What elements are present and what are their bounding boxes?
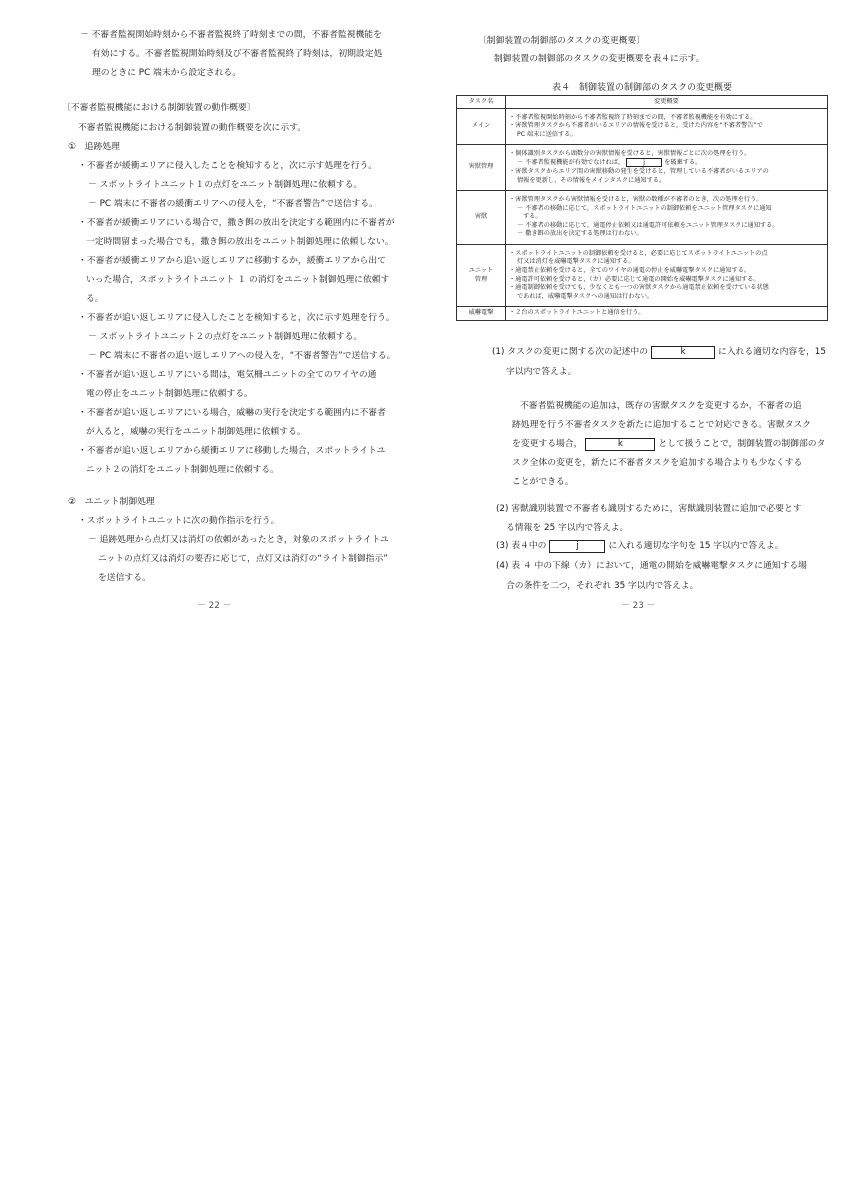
desc-text: － 不審者監視機能が有効でなければ， bbox=[517, 159, 625, 167]
desc-line: ・害獣管理タスクから害獣情報を受けると，害獣の数種が不審者のとき，次の処理を行う。 bbox=[509, 196, 763, 204]
task-description bbox=[506, 307, 828, 321]
question-4-line: 合の条件を二つ，それぞれ 35 字以内で答えよ。 bbox=[506, 581, 699, 591]
desc-line: ・不審者監視開始時刻から不審者監視終了時刻までの間，不審者監視機能を有効にする。 bbox=[509, 113, 757, 121]
desc-line: ・個体識別タスクから頭数分の害獣情報を受けると，害獣情報ごとに次の処理を行う。 bbox=[509, 149, 751, 157]
question-text: に入れる適切な内容を，15 bbox=[718, 347, 826, 357]
desc-line: ・２台のスポットライトユニットと通信を行う。 bbox=[509, 309, 645, 317]
task-change-table bbox=[456, 95, 828, 321]
section-heading: 〔制御装置の制御部のタスクの変更概要〕 bbox=[478, 36, 646, 46]
question-1-line: 字以内で答えよ。 bbox=[506, 367, 577, 377]
quote-line: 不審者監視機能の追加は，既存の害獣タスクを変更するか，不審者の追 bbox=[520, 401, 802, 411]
table-header-row bbox=[457, 96, 828, 109]
task-name bbox=[457, 245, 506, 307]
item2-line: を送信する。 bbox=[98, 573, 151, 583]
item1-line: が入ると，威嚇の実行をユニット制御処理に依頼する。 bbox=[86, 427, 306, 437]
section-intro: 不審者監視機能における制御装置の動作概要を次に示す。 bbox=[78, 123, 307, 133]
quote-line: 跡処理を行う不審者タスクを新たに追加することで対応できる。害獣タスク bbox=[512, 420, 812, 430]
question-text: に入れる適切な字句を 15 字以内で答えよ。 bbox=[608, 541, 784, 551]
blank-box-j: j bbox=[626, 158, 662, 167]
desc-line: ・通電禁止依頼を受けると，全てのワイヤの通電の停止を威嚇電撃タスクに通知する。 bbox=[509, 266, 751, 274]
table-row bbox=[457, 109, 828, 145]
item1-line: 一定時間留まった場合でも，撒き餌の放出をユニット制御処理に依頼しない。 bbox=[86, 237, 394, 247]
section-intro: 制御装置の制御部のタスクの変更概要を表４に示す。 bbox=[494, 54, 705, 64]
desc-line: 灯又は消灯を威嚇電撃タスクに通知する。 bbox=[517, 258, 635, 266]
item1-line: ニット２の消灯をユニット制御処理に依頼する。 bbox=[86, 465, 279, 475]
blank-box-k: k bbox=[651, 346, 715, 359]
item1-line: ・不審者が緩衝エリアから追い返しエリアに移動するか，緩衝エリアから出て bbox=[78, 256, 386, 266]
table-row bbox=[457, 245, 828, 307]
item1-line: － スポットライトユニット１の点灯をユニット制御処理に依頼する。 bbox=[88, 180, 363, 190]
task-description bbox=[506, 109, 828, 145]
item1-line: ・不審者が追い返しエリアにいる場合，威嚇の実行を決定する範囲内に不審者 bbox=[78, 408, 386, 418]
item1-line: る。 bbox=[86, 294, 104, 304]
table-row bbox=[457, 307, 828, 321]
task-name: 害獣管理 bbox=[457, 145, 506, 191]
desc-line-with-blank bbox=[509, 158, 824, 168]
item1-line: ・不審者が緩衝エリアにいる場合で，撒き餌の放出を決定する範囲内に不審者が bbox=[78, 218, 395, 228]
table-title: 表４ 制御装置の制御部のタスクの変更概要 bbox=[551, 83, 732, 93]
column-header: タスク名 bbox=[457, 96, 506, 109]
question-2-line: る情報を 25 字以内で答えよ。 bbox=[506, 523, 629, 533]
item1-line: 電の停止をユニット制御処理に依頼する。 bbox=[86, 389, 253, 399]
intro-line: 有効にする。不審者監視開始時刻及び不審者監視終了時刻は，初期設定処 bbox=[92, 49, 383, 59]
desc-line: ・通電制御依頼を受けても，少なくとも一つの害獣タスクから通電禁止依頼を受けている状態 bbox=[509, 284, 769, 292]
item1-heading: ① 追跡処理 bbox=[68, 142, 120, 152]
item1-line: ・不審者が緩衝エリアに侵入したことを検知すると，次に示す処理を行う。 bbox=[78, 161, 378, 171]
quote-text: として扱うことで，制御装置の制御部のタ bbox=[658, 439, 826, 449]
table-row bbox=[457, 191, 828, 245]
item1-line: ・不審者が追い返しエリアから緩衝エリアに移動した場合，スポットライトユ bbox=[78, 446, 386, 456]
quote-text: を変更する場合， bbox=[512, 439, 583, 449]
item1-line: いった場合，スポットライトユニット １ の消灯をユニット制御処理に依頼す bbox=[86, 275, 390, 285]
desc-line: ・通電許可依頼を受けると，（カ）必要に応じて通電の開始を威嚇電撃タスクに通知する。 bbox=[509, 275, 760, 283]
item1-line: － PC 端末に不審者の緩衝エリアへの侵入を，“不審者警告”で送信する。 bbox=[88, 199, 378, 209]
item1-line: － PC 端末に不審者の追い返しエリアへの侵入を，“不審者警告”で送信する。 bbox=[88, 351, 396, 361]
task-name: メイン bbox=[457, 109, 506, 145]
task-name-line: 管理 bbox=[474, 275, 488, 283]
task-name-line: ユニット bbox=[468, 266, 494, 274]
task-name: 威嚇電撃 bbox=[457, 307, 506, 321]
item2-line: ・スポットライトユニットに次の動作指示を行う。 bbox=[78, 516, 280, 526]
desc-line: － 不審者の移動に応じて，通電停止依頼又は通電許可依頼をユニット管理タスクに通知する。 bbox=[517, 221, 779, 229]
quote-line: ことができる。 bbox=[512, 477, 574, 487]
blank-box-j: j bbox=[549, 540, 605, 553]
page-number: － 22 － bbox=[197, 601, 232, 611]
table-row bbox=[457, 145, 828, 191]
question-2-line: (2) 害獣識別装置で不審者も識別するために，害獣識別装置に追加で必要とす bbox=[496, 504, 802, 514]
desc-line: ・スポットライトユニットの制御依頼を受けると，必要に応じてスポットライトユニットの点 bbox=[509, 249, 768, 257]
blank-box-k: k bbox=[585, 438, 655, 451]
desc-line: － 撒き餌の放出を決定する処理は行わない。 bbox=[517, 230, 643, 238]
desc-line: する。 bbox=[523, 213, 542, 221]
item2-line: － 追跡処理から点灯又は消灯の依頼があったとき，対象のスポットライトユ bbox=[88, 535, 389, 545]
column-header: 変更概要 bbox=[506, 96, 828, 109]
desc-line: であれば，威嚇電撃タスクへの通知は行わない。 bbox=[517, 292, 654, 300]
task-description bbox=[506, 145, 828, 191]
question-text: (1) タスクの変更に関する次の記述中の bbox=[492, 347, 649, 357]
question-4-line: (4) 表 ４ 中の下線（カ）において，通電の開始を威嚇電撃タスクに通知する場 bbox=[496, 561, 807, 571]
task-description bbox=[506, 191, 828, 245]
section-heading: 〔不審者監視機能における制御装置の動作概要〕 bbox=[62, 103, 256, 113]
item2-heading: ② ユニット制御処理 bbox=[68, 497, 155, 507]
question-1-line bbox=[492, 346, 826, 359]
page-number: － 23 － bbox=[621, 601, 656, 611]
item2-line: ニットの点灯又は消灯の要否に応じて，点灯又は消灯の“ライト制御指示” bbox=[98, 554, 388, 564]
desc-line: PC 端末に送信する。 bbox=[517, 130, 577, 138]
intro-line: 理のときに PC 端末から設定される。 bbox=[92, 68, 241, 78]
desc-line: ・害獣タスクからエリア間の害獣移動の発生を受けると，管理している不審者がいるエリアの bbox=[509, 168, 769, 175]
desc-line: － 不審者の移動に応じて，スポットライトユニットの制御依頼をユニット管理タスクに通知 bbox=[517, 204, 772, 212]
question-text: (3) 表４中の bbox=[496, 541, 547, 551]
item1-line: ・不審者が追い返しエリアに侵入したことを検知すると，次に示す処理を行う。 bbox=[78, 313, 395, 323]
desc-text: を破棄する。 bbox=[664, 159, 702, 167]
item1-line: ・不審者が追い返しエリアにいる間は，電気柵ユニットの全てのワイヤの通 bbox=[78, 370, 377, 380]
desc-line: 情報を更新し，その情報をメインタスクに通知する。 bbox=[517, 176, 666, 184]
quote-line-with-blank bbox=[512, 438, 825, 451]
intro-line: － 不審者監視開始時刻から不審者監視終了時刻までの間，不審者監視機能を bbox=[80, 30, 382, 40]
question-3-line bbox=[496, 540, 784, 553]
quote-line: スク全体の変更を，新たに不審者タスクを追加する場合よりも少なくする bbox=[512, 458, 803, 468]
item1-line: － スポットライトユニット２の点灯をユニット制御処理に依頼する。 bbox=[88, 332, 363, 342]
task-name: 害獣 bbox=[457, 191, 506, 245]
task-description bbox=[506, 245, 828, 307]
desc-line: ・害獣管理タスクから不審者がいるエリアの情報を受けると，受けた内容を“不審者警告”で bbox=[509, 122, 763, 130]
